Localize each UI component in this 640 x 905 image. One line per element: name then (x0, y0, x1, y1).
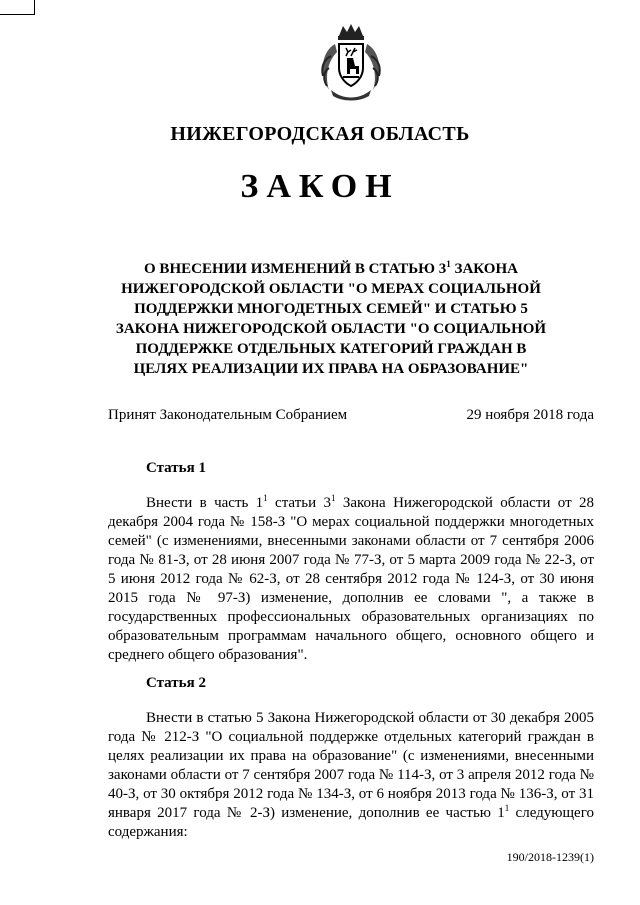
article-2-text: Внести в статью 5 Закона Нижегородской области от 30 декабря 2005 года № 212-З "О социальной поддержке отдельных категорий граждан в целях реализации их права на образование" (с изменениями, внесенными законами области от 7 сентября 2007 года № 114-З, от 3 апреля 2012 года № 40-З, от 30 октября 2012 года № 134-З, от 6 ноября 2013 года № 136-З, от 31 января 2017 года № 2-З) изменение, дополнив ее частью $1^1$ следующего содержания: (108, 710, 594, 840)
adopted-by: Принят Законодательным Собранием (108, 407, 348, 423)
law-title: О ВНЕСЕНИИ ИЗМЕНЕНИЙ В СТАТЬЮ $3^1$ ЗАКОНА НИЖЕГОРОДСКОЙ ОБЛАСТИ "О МЕРАХ СОЦИАЛЬНОЙ ПОДДЕРЖКИ МНОГОДЕТНЫХ СЕМЕЙ" И СТАТЬЮ 5 ЗАКОНА НИЖЕГОРОДСКОЙ ОБЛАСТИ "О СОЦИАЛЬНОЙ ПОДДЕРЖКЕ ОТДЕЛЬНЫХ КАТЕГОРИЙ ГРАЖДАН В ЦЕЛЯХ РЕАЛИЗАЦИИ ИХ ПРАВА НА ОБРАЗОВАНИЕ" (115, 259, 547, 377)
adoption-line (108, 407, 594, 424)
article-2-heading: Статья 2 (146, 675, 206, 691)
coat-of-arms-icon (315, 22, 387, 104)
adoption-date: 29 ноября 2018 года (466, 407, 594, 423)
corner-mark (0, 0, 35, 15)
document-type: ЗАКОН (240, 168, 400, 205)
article-1-text: Внести в часть $1^1$ статьи $3^1$ Закона Нижегородской области от 28 декабря 2004 года № 158-З "О мерах социальной поддержки многодетных семей" (с изменениями, внесенными законами области от 7 сентября 2006 года № 81-З, от 28 июня 2007 года № 77-З, от 5 марта 2009 года № 22-З, от 5 июня 2012 года № 62-З, от 28 сентября 2012 года № 124-З, от 30 июня 2015 года № 97-З) изменение, дополнив ее словами ", а также в государственных профессиональных образовательных организациях по образовательным программам начального общего, основного общего и среднего общего образования". (108, 493, 594, 663)
article-1-heading: Статья 1 (146, 460, 206, 476)
region-name: НИЖЕГОРОДСКАЯ ОБЛАСТЬ (170, 123, 470, 145)
document-code: 190/2018-1239(1) (506, 850, 594, 864)
